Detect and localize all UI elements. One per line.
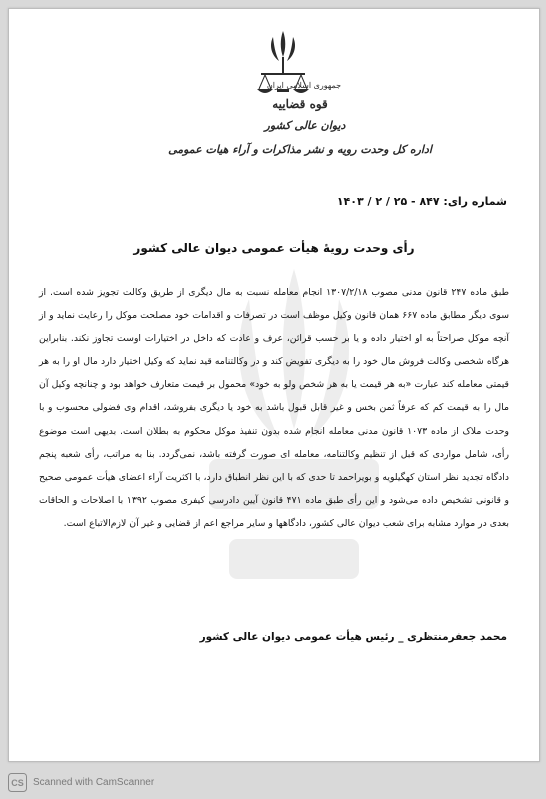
ruling-body-text: طبق ماده ۲۴۷ قانون مدنی مصوب ۱۳۰۷/۲/۱۸ انجام معامله نسبت به مال دیگری از طریق وکالت تجویز شده است. از سوی دیگر مطابق ماده ۶۶۷ همان قانون وکیل موظف است در تصرفات و اقدامات خود مصلحت موکل را رعایت نماید و از آنچه موکل صراحتاً به او اختیار داده و یا بر حسب قرائن، عرف و عادت که داخل در اختیارات اوست تجاوز نکند. بنابراین هرگاه شخصی وکالت فروش مال خود را به دیگری تفویض کند و در وکالتنامه قید نماید که وکیل اختیار دارد مال او را به هر قیمتی معامله کند عبارت «به هر قیمت یا به هر شخص ولو به خود» محمول بر قیمت متعارف خواهد بود و چنانچه وکیل آن مال را به قیمت کم که عرفاً ثمن بخس و غیر قابل قبول باشد به خود یا دیگری بفروشد، اقدام وی فضولی محسوب و با وحدت ملاک از ماده ۱۰۷۳ قانون مدنی معامله انجام شده بدون تنفیذ موکل محکوم به بطلان است. بدیهی است موضوع رأی، شامل مواردی که قبل از تنظیم وکالتنامه، معامله ای صورت گرفته باشد، نمی‌گردد. بنا به مراتب، رأی شعبه پنجم دادگاه تجدید نظر استان کهگیلویه و بویراحمد تا حدی که با این نظر انطباق دارد، با اکثریت آراء اعضای هیأت عمومی صحیح و قانونی تشخیص داده می‌شود و این رأی طبق ماده ۴۷۱ قانون آیین دادرسی کیفری مصوب ۱۳۹۲ با اصلاحات و الحاقات بعدی در موارد مشابه برای شعب دیوان عالی کشور، دادگاهها و سایر مراجع اعم از قضایی و غیر آن لازم‌الاتباع است. <box>39 287 510 529</box>
scanner-footer-text: Scanned with CamScanner <box>33 776 155 788</box>
document-title: رأی وحدت رویهٔ هیأت عمومی دیوان عالی کشور <box>133 241 415 255</box>
camscanner-logo-icon <box>8 773 27 792</box>
header-court: دیوان عالی کشور <box>264 119 346 132</box>
header-judiciary: قوه قضاییه <box>272 97 328 111</box>
camscanner-logo-text: CS <box>11 777 24 788</box>
ruling-number: شماره رای: ۸۴۷ - ۲۵ / ۲ / ۱۴۰۳ <box>336 195 507 208</box>
header-department: اداره کل وحدت رویه و نشر مذاکرات و آراء هیات عمومی <box>168 143 432 156</box>
scanner-footer <box>8 771 154 793</box>
signature-line: محمد جعفرمنتظری _ رئیس هیأت عمومی دیوان عالی کشور <box>199 631 507 643</box>
header-republic: جمهوری اسلامی ایران <box>266 81 342 90</box>
document-page <box>8 8 540 762</box>
